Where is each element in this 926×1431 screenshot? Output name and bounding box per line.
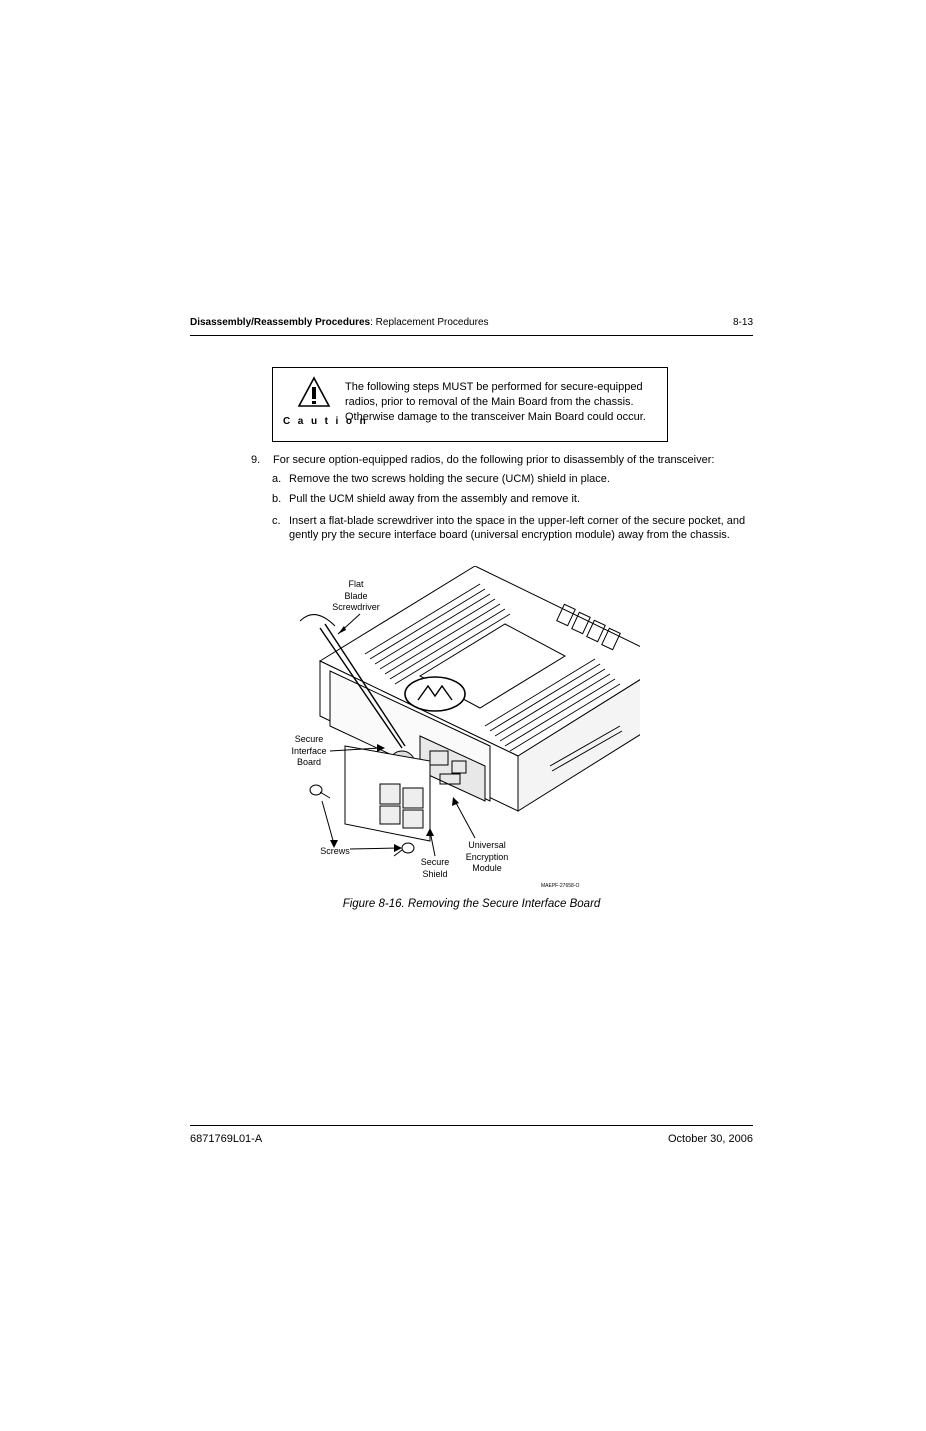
callout-ucm-line1: Universal (468, 840, 506, 850)
callout-screwdriver (322, 579, 390, 614)
publication-date: October 30, 2006 (667, 1133, 753, 1145)
step-c-text: Insert a flat-blade screwdriver into the space in the upper-left corner of the secure pocket, and gently pry the secure interface board (universal encryption module) away from the chassis. (289, 515, 746, 541)
callout-board-line3: Board (296, 757, 322, 767)
callout-screwdriver-line3: Screwdriver (332, 602, 380, 612)
step-9-text: For secure option-equipped radios, do the following prior to disassembly of the transceiver: (273, 454, 715, 466)
callout-screws: Screws (320, 846, 350, 856)
header-section-bold: Disassembly/Reassembly Procedures (190, 317, 371, 328)
caution-box (272, 367, 668, 442)
step-a-label: a. (272, 473, 282, 485)
step-9-number: 9. (251, 454, 261, 466)
callout-shield-line1: Secure (420, 857, 450, 867)
callout-ucm-line2: Encryption (465, 851, 509, 862)
footer-rule (190, 1125, 753, 1126)
callout-ucm-line3: Module (472, 863, 502, 873)
figure-caption: Figure 8-16. Removing the Secure Interface Board (342, 898, 601, 910)
caution-triangle-icon (297, 376, 331, 408)
step-b-text: Pull the UCM shield away from the assembly and remove it. (289, 493, 581, 505)
header-section-rest: : Replacement Procedures (370, 317, 489, 328)
callout-board-line1: Secure (294, 734, 324, 744)
page-number: 8-13 (732, 317, 753, 328)
callout-board-line2: Interface (291, 745, 327, 756)
callout-screwdriver-line1: Flat (348, 579, 364, 589)
caution-label: C a u t i o n (283, 416, 369, 427)
running-header (190, 317, 489, 328)
caution-text: The following steps MUST be performed for secure-equipped radios, prior to removal of the Main Board from the chassis. Otherwise damage to the transceiver Main Board could occur. (345, 381, 646, 423)
callout-shield-line2: Shield (422, 868, 448, 879)
callout-screwdriver-line2: Blade (344, 590, 368, 601)
header-rule (190, 335, 753, 336)
callout-secure-interface-board (283, 734, 335, 769)
doc-number: 6871769L01-A (190, 1133, 263, 1145)
callout-secure-shield (413, 857, 457, 880)
step-b-label: b. (272, 493, 282, 505)
art-id: MAEPF-27658-O (541, 883, 580, 889)
callout-universal-encryption-module (459, 840, 515, 875)
step-a-text: Remove the two screws holding the secure (UCM) shield in place. (289, 473, 610, 485)
step-c-label: c. (272, 515, 281, 527)
